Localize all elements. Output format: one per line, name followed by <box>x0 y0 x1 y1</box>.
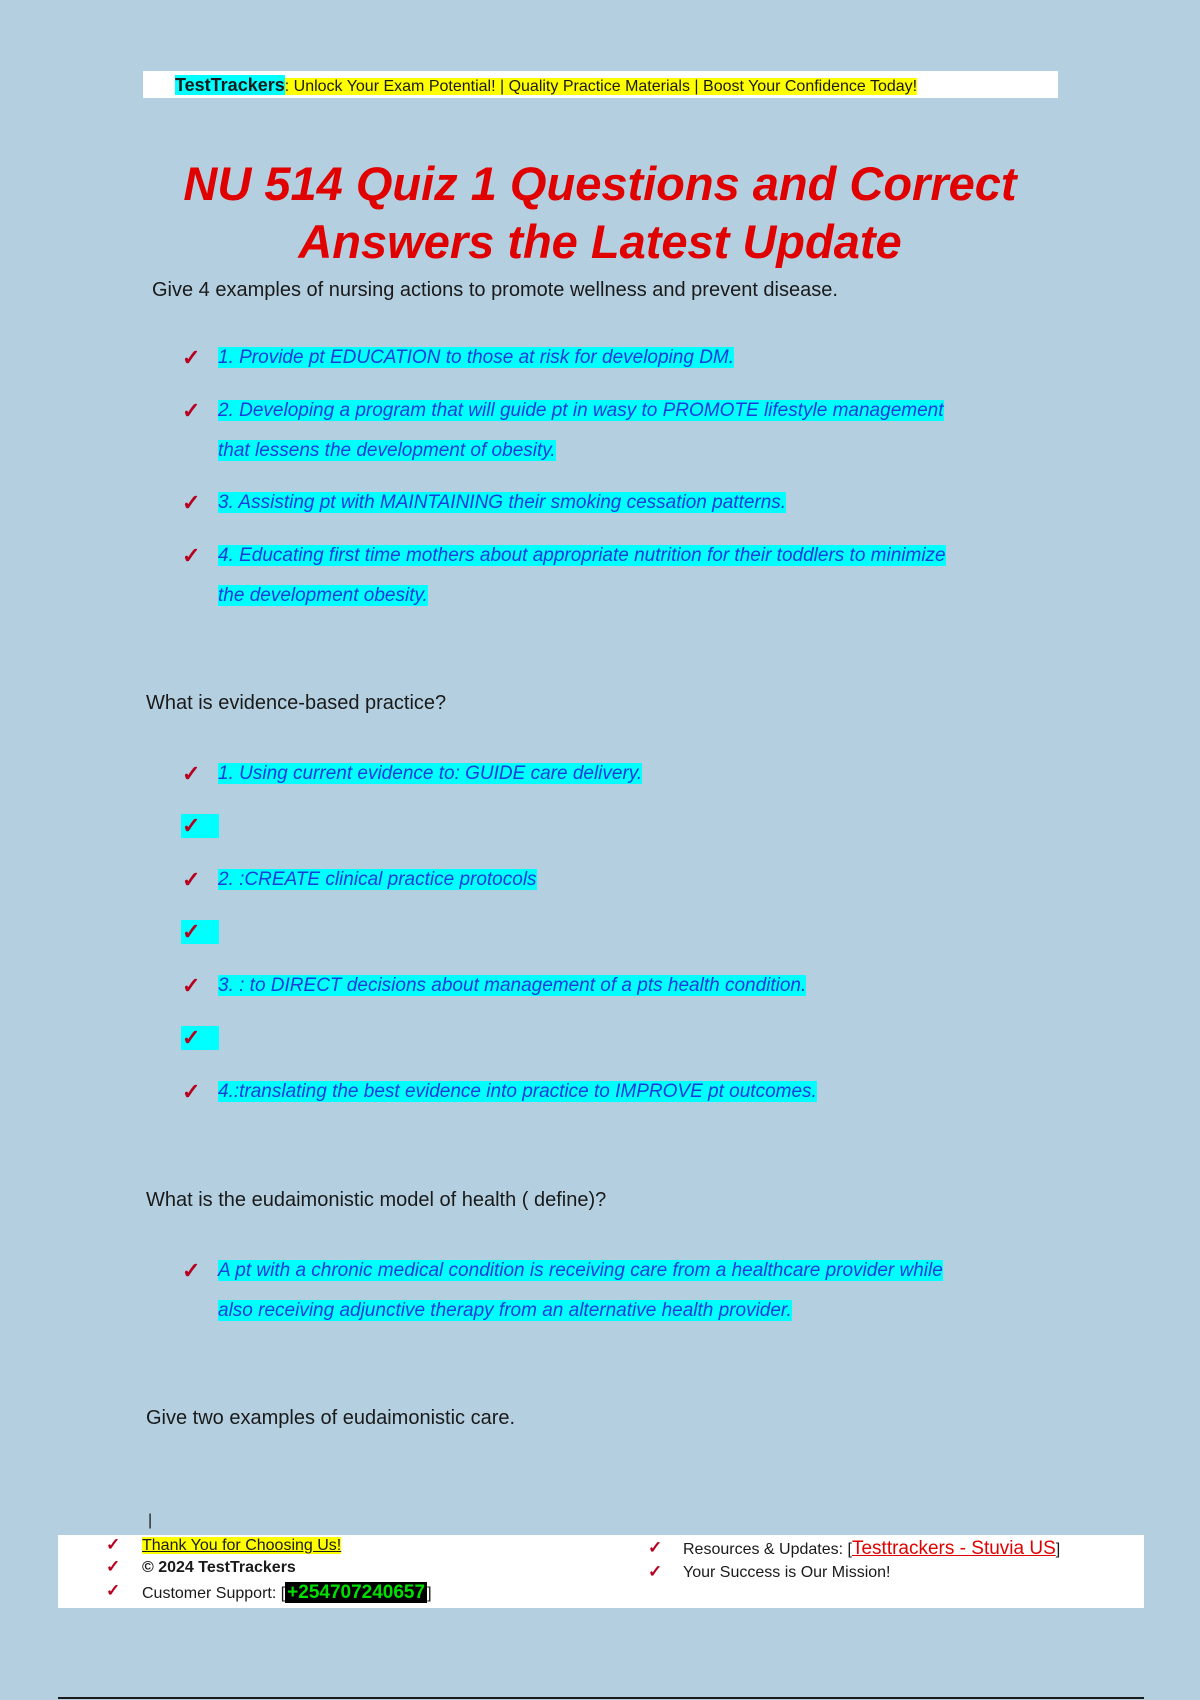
bottom-divider <box>58 1697 1144 1699</box>
answer-2-2: 2. :CREATE clinical practice protocols <box>218 869 537 890</box>
answer-2-1: 1. Using current evidence to: GUIDE care delivery. <box>218 763 643 784</box>
footer-thanks: Thank You for Choosing Us! <box>142 1537 342 1554</box>
check-icon: ✓ <box>182 543 201 568</box>
title-line-2: Answers the Latest Update <box>298 215 902 268</box>
banner-text <box>175 75 917 95</box>
check-icon: ✓ <box>106 1557 121 1576</box>
answer-1-3: 3. Assisting pt with MAINTAINING their smoking cessation patterns. <box>218 492 787 513</box>
check-icon: ✓ <box>182 490 201 515</box>
check-icon: ✓ <box>106 1535 121 1554</box>
answer-1-4-cont: the development obesity. <box>218 585 428 606</box>
top-banner <box>143 71 1058 98</box>
check-icon: ✓ <box>182 973 201 998</box>
check-icon: ✓ <box>182 1079 201 1104</box>
check-icon: ✓ <box>182 813 201 838</box>
question-2: What is evidence-based practice? <box>146 692 447 714</box>
footer-copyright: © 2024 TestTrackers <box>142 1559 296 1576</box>
check-icon: ✓ <box>182 761 201 786</box>
footer-support: Customer Support: [ +254707240657 ] <box>142 1582 432 1603</box>
brand-name: TestTrackers <box>175 75 285 95</box>
answer-1-1: 1. Provide pt EDUCATION to those at risk for developing DM. <box>218 347 735 368</box>
check-icon: ✓ <box>182 867 201 892</box>
footer <box>58 1535 1144 1608</box>
check-icon: ✓ <box>182 345 201 370</box>
answer-2-3: 3. : to DIRECT decisions about management of a pts health condition. <box>218 975 807 996</box>
support-phone-link[interactable]: +254707240657 <box>287 1582 426 1603</box>
check-icon: ✓ <box>182 1258 201 1283</box>
check-icon: ✓ <box>182 398 201 423</box>
answer-3-1: A pt with a chronic medical condition is receiving care from a healthcare provider while <box>218 1260 943 1281</box>
text-cursor: | <box>148 1512 153 1529</box>
page-title <box>0 155 1200 271</box>
resources-link[interactable]: Testtrackers - Stuvia US <box>851 1538 1056 1559</box>
check-icon: ✓ <box>182 919 201 944</box>
answer-1-2: 2. Developing a program that will guide pt in wasy to PROMOTE lifestyle management <box>218 400 944 421</box>
check-icon: ✓ <box>648 1538 663 1557</box>
check-icon: ✓ <box>182 1025 201 1050</box>
check-icon: ✓ <box>648 1562 663 1581</box>
banner-tagline: : Unlock Your Exam Potential! | Quality Practice Materials | Boost Your Confidence Today! <box>284 78 918 95</box>
title-line-1: NU 514 Quiz 1 Questions and Correct <box>183 157 1017 210</box>
question-1: Give 4 examples of nursing actions to promote wellness and prevent disease. <box>152 279 838 301</box>
question-4: Give two examples of eudaimonistic care. <box>146 1407 516 1429</box>
answer-3-1-cont: also receiving adjunctive therapy from an alternative health provider. <box>218 1300 792 1321</box>
answer-1-2-cont: that lessens the development of obesity. <box>218 440 556 461</box>
answer-2-4: 4.:translating the best evidence into practice to IMPROVE pt outcomes. <box>218 1081 817 1102</box>
answer-1-4: 4. Educating first time mothers about appropriate nutrition for their toddlers to minimize <box>218 545 946 566</box>
footer-resources: Resources & Updates: [Testtrackers - Stuvia US] <box>683 1538 1061 1559</box>
check-icon: ✓ <box>106 1581 121 1600</box>
footer-mission: Your Success is Our Mission! <box>683 1564 891 1581</box>
question-3: What is the eudaimonistic model of health ( define)? <box>146 1189 607 1211</box>
